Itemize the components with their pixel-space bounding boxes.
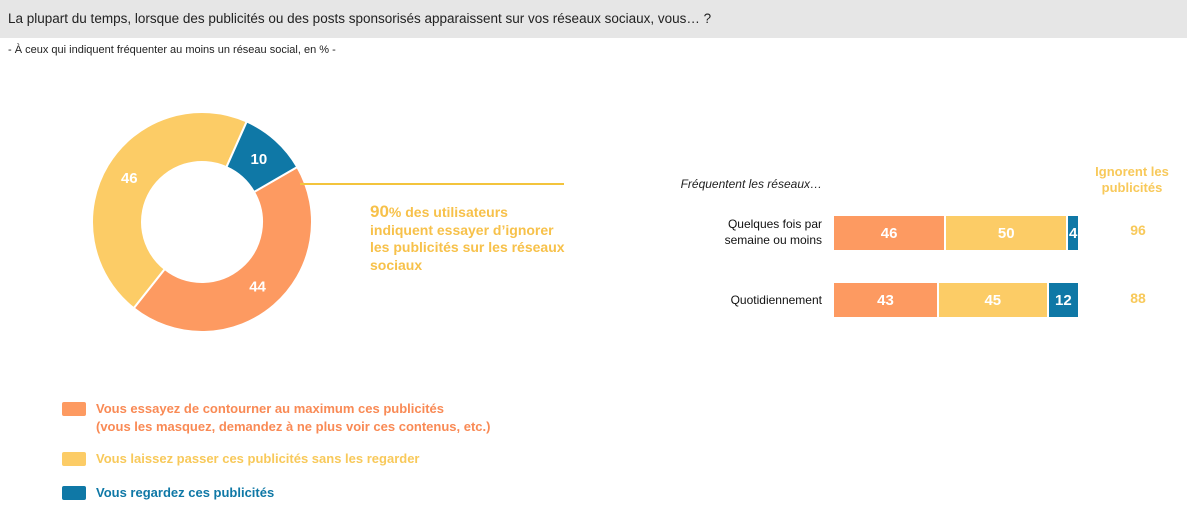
legend-swatch [62,486,86,500]
legend-text [96,450,419,468]
legend-swatch [62,402,86,416]
legend-item-contourner [62,400,490,436]
row-label-daily [662,292,822,308]
bar-segment-laisser [946,216,1068,250]
question-bar [0,0,1187,38]
stacked-bar-daily [834,283,1078,317]
ignore-totals-title: Ignorent les publicités [1095,164,1169,195]
highlight-number: 90 [370,202,389,221]
legend-text [96,400,490,436]
donut-slice-contourner [134,167,312,332]
donut-label: 10 [250,150,268,168]
bar-value-label: 46 [880,224,898,242]
bar-value-label: 4 [1068,224,1078,242]
row-label-line: Quotidiennement [730,293,822,307]
bar-segment-contourner [834,283,939,317]
legend-line: Vous laissez passer ces publicités sans les regarder [96,451,420,466]
chart-subtitle: - À ceux qui indiquent fréquenter au moins un réseau social, en % - [8,44,336,56]
donut-label: 44 [249,278,266,296]
donut-label: 46 [120,169,138,187]
question-text: La plupart du temps, lorsque des publicités ou des posts sponsorisés apparaissent sur vos réseaux sociaux, vous… ? [8,11,712,26]
bar-value-label: 45 [984,291,1002,309]
highlight-text: % des utilisateurs indiquent essayer d’ignorer les publicités sur les réseaux sociaux [370,204,565,273]
bar-value-label: 12 [1054,291,1072,309]
bar-segment-regarder [1049,283,1078,317]
legend-item-regarder [62,484,274,502]
row-label-weekly [662,216,822,248]
row-label-line: semaine ou moins [724,233,822,247]
bar-segment-regarder [1068,216,1078,250]
bar-value-label: 43 [877,291,894,309]
legend-item-laisser [62,450,419,468]
row-label-line: Quelques fois par [727,217,822,231]
legend-line: Vous regardez ces publicités [96,485,275,500]
legend-text [96,484,274,502]
frequency-group-title: Fréquentent les réseaux… [680,177,822,191]
bar-value-label: 50 [997,224,1015,242]
stacked-bar-weekly [834,216,1078,250]
highlight-callout [370,203,570,274]
bar-segment-laisser [939,283,1049,317]
bar-segment-contourner [834,216,946,250]
legend-line: (vous les masquez, demandez à ne plus voir ces contenus, etc.) [96,419,491,434]
total-weekly: 96 [1130,222,1146,238]
legend-line: Vous essayez de contourner au maximum ces publicités [96,401,444,416]
leader-line [300,183,564,185]
legend-swatch [62,452,86,466]
total-daily: 88 [1130,290,1146,306]
donut-chart [0,80,330,350]
